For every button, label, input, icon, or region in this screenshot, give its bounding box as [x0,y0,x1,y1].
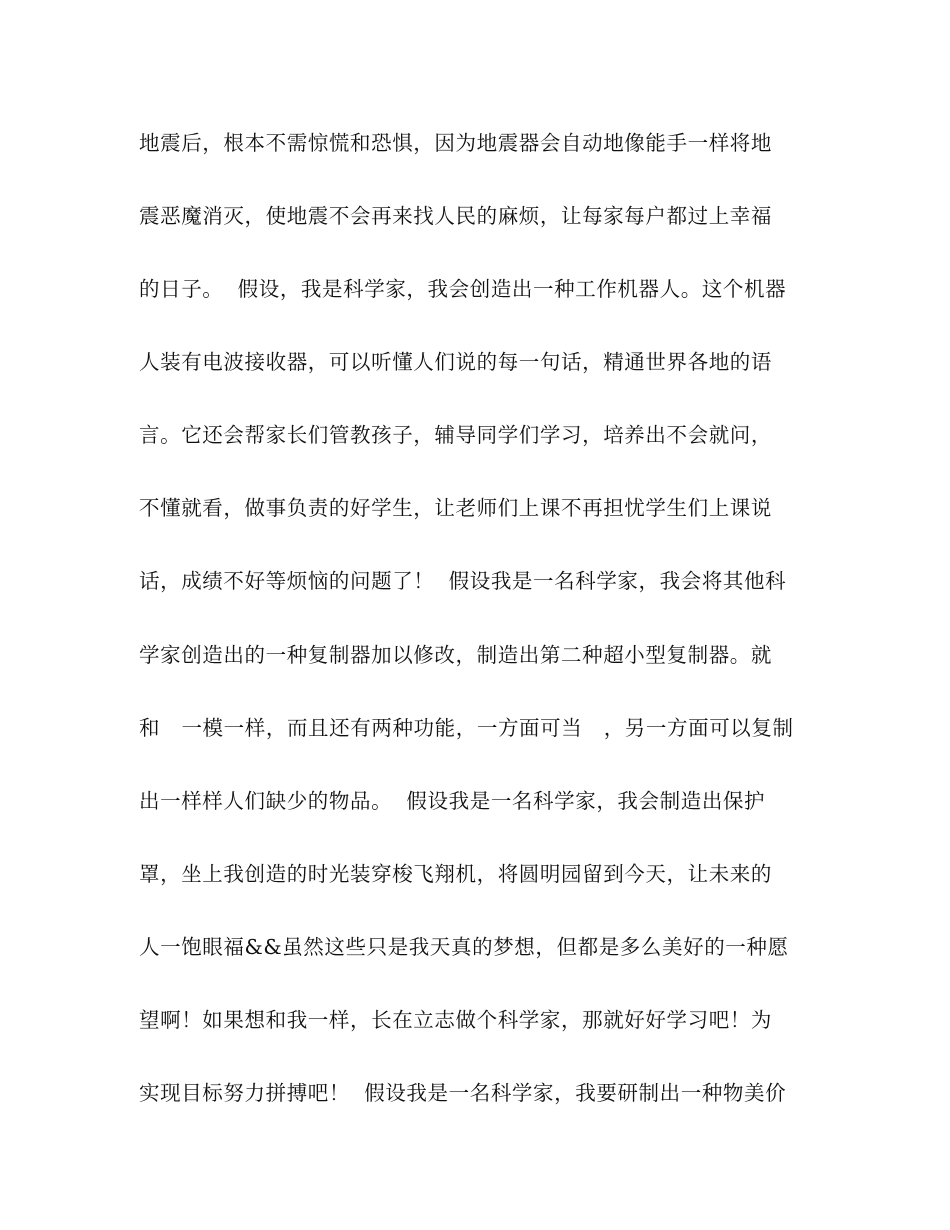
text-line: 人一饱眼福&&虽然这些只是我天真的梦想，但都是多么美好的一种愿 [139,935,789,959]
text-line: 话，成绩不好等烦恼的问题了！ 假设我是一名科学家，我会将其他科 [139,569,787,593]
text-line: 和 一模一样，而且还有两种功能，一方面可当 ，另一方面可以复制 [139,716,794,740]
text-line: 的日子。 假设，我是科学家，我会创造出一种工作机器人。这个机器 [139,277,787,301]
text-line: 学家创造出的一种复制器加以修改，制造出第二种超小型复制器。就 [139,643,772,667]
text-line: 人装有电波接收器，可以听懂人们说的每一句话，精通世界各地的语 [139,350,772,374]
text-line: 地震后，根本不需惊慌和恐惧，因为地震器会自动地像能手一样将地 [139,131,772,155]
text-line: 望啊！如果想和我一样，长在立志做个科学家，那就好好学习吧！为 [139,1008,772,1032]
text-line: 出一样样人们缺少的物品。 假设我是一名科学家，我会制造出保护 [139,789,766,813]
text-line: 实现目标努力拼搏吧！ 假设我是一名科学家，我要研制出一种物美价 [139,1081,787,1105]
text-line: 震恶魔消灭，使地震不会再来找人民的麻烦，让每家每户都过上幸福 [139,204,772,228]
text-line: 言。它还会帮家长们管教孩子，辅导同学们学习，培养出不会就问， [139,423,772,447]
text-line: 罩，坐上我创造的时光装穿梭飞翔机，将圆明园留到今天，让未来的 [139,862,772,886]
text-line: 不懂就看，做事负责的好学生，让老师们上课不再担忧学生们上课说 [139,496,772,520]
